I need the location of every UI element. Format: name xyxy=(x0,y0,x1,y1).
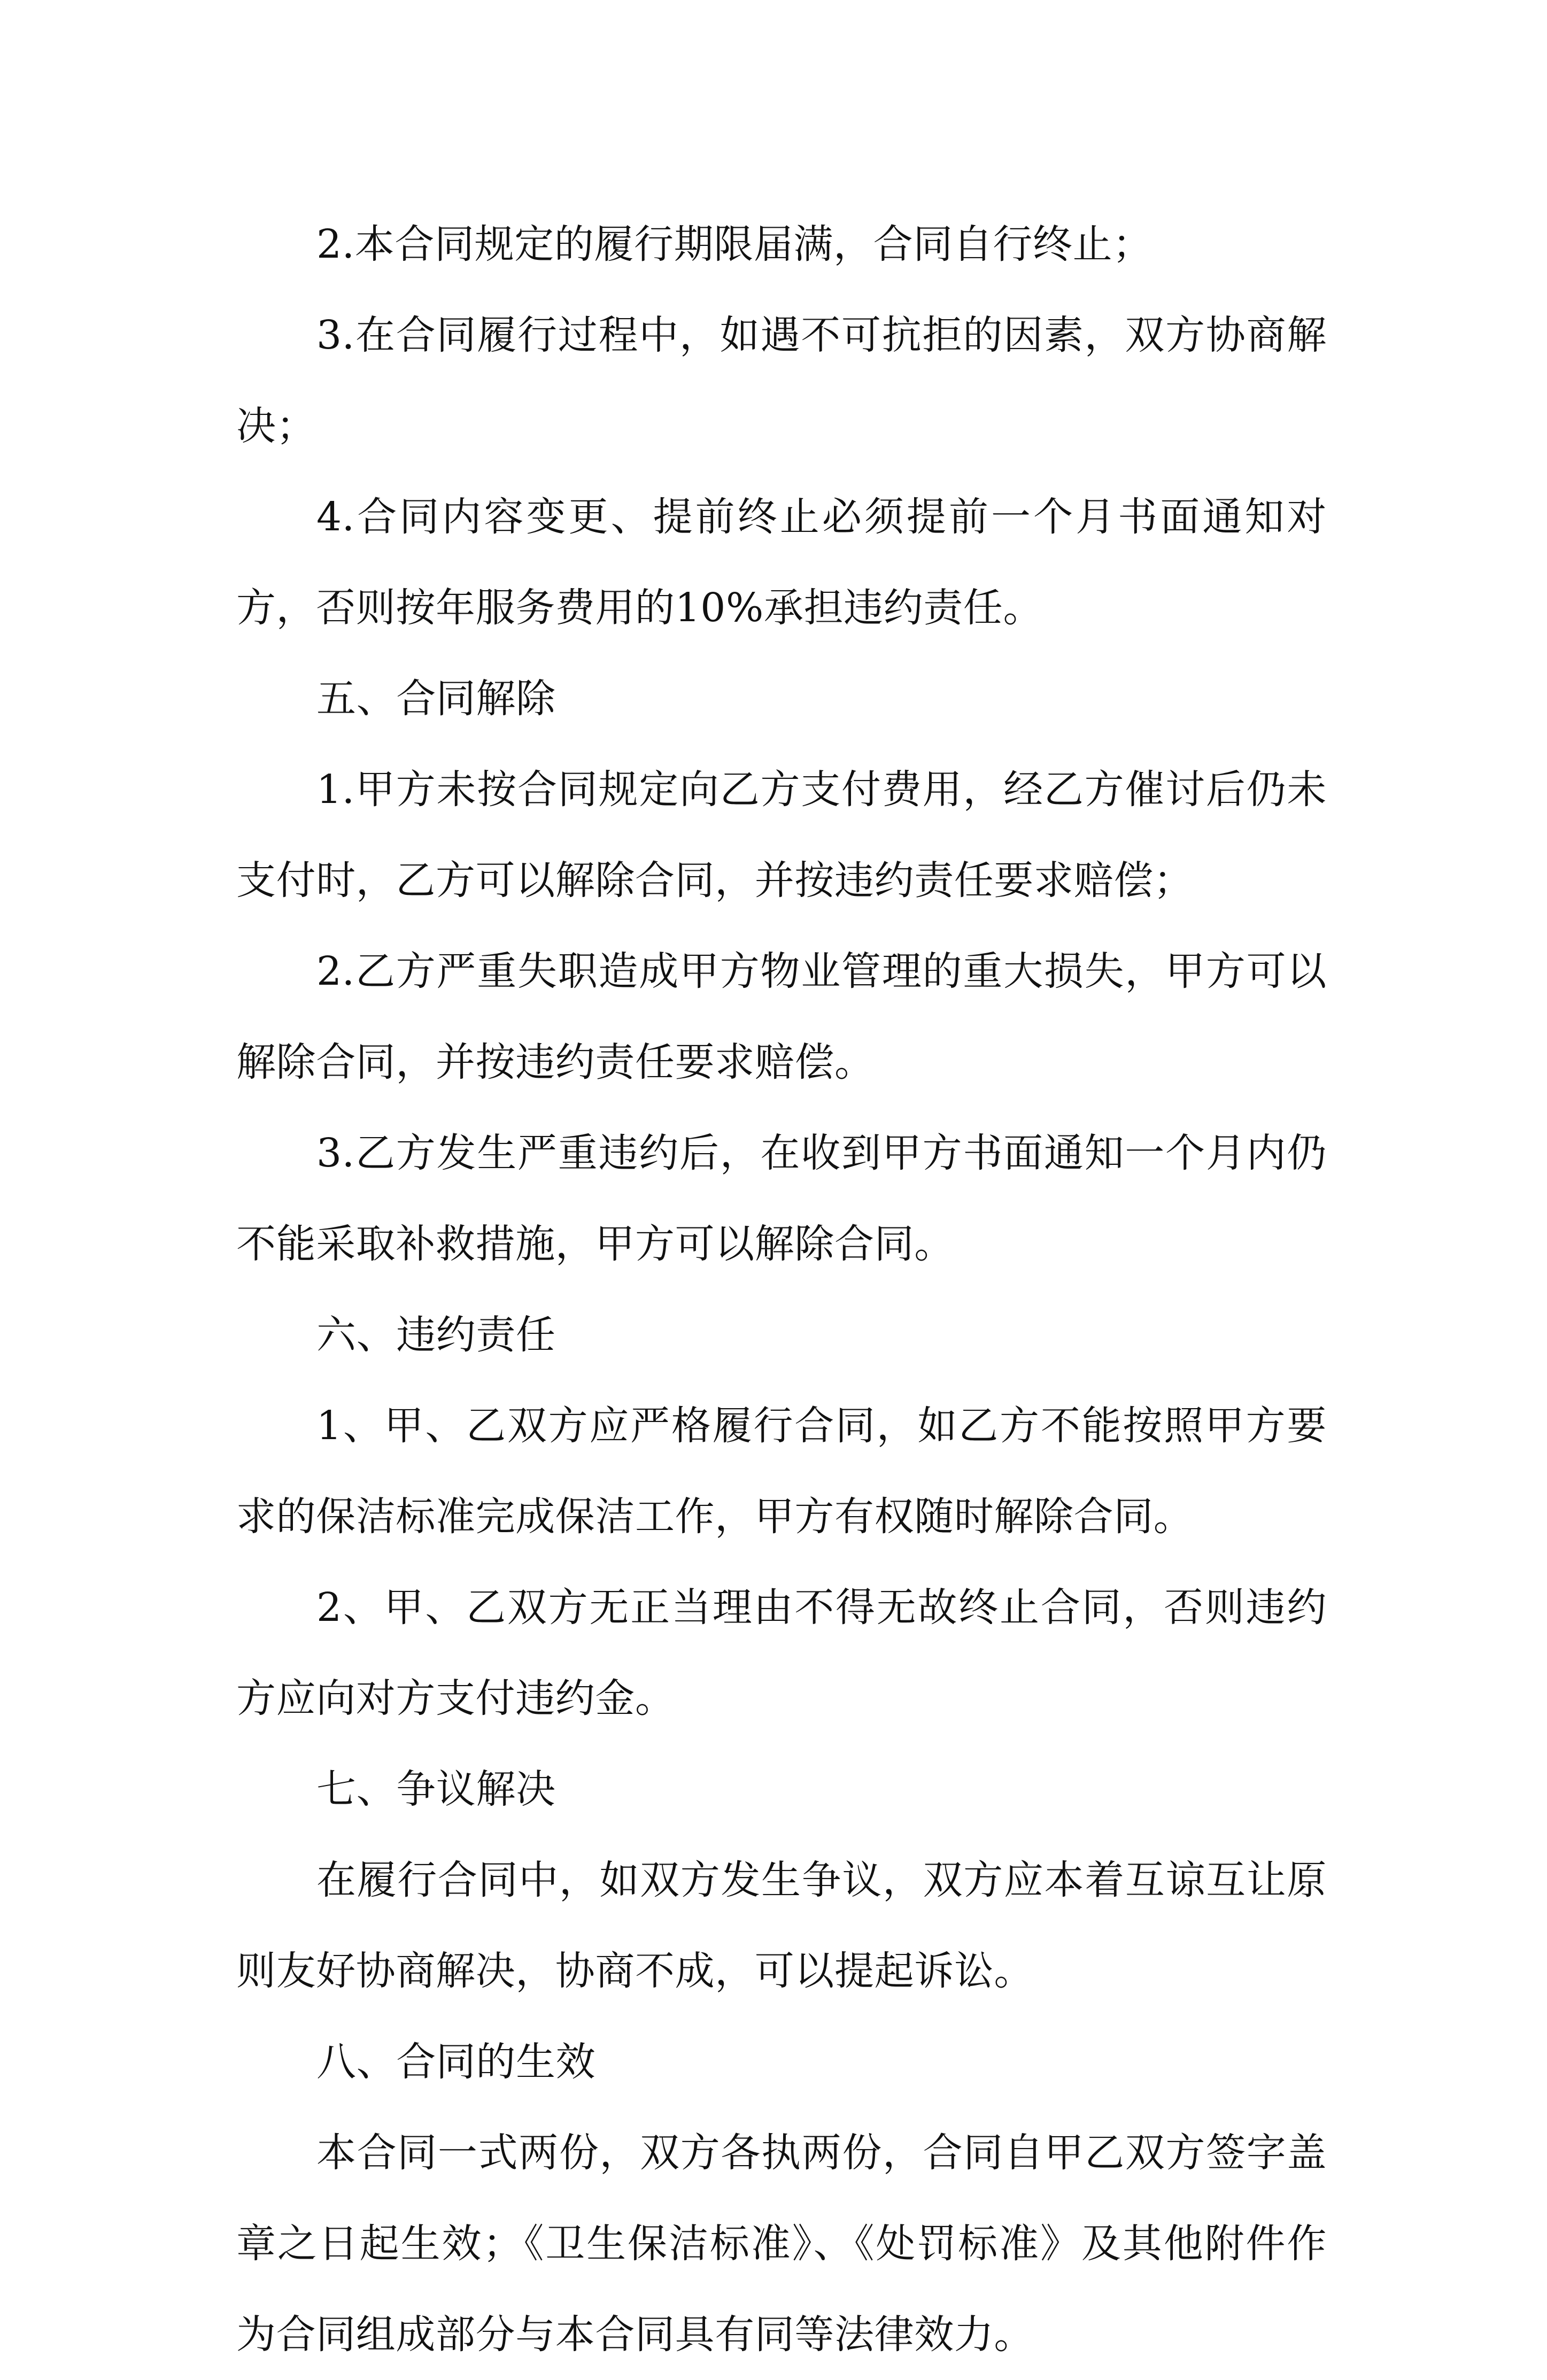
document-body xyxy=(236,199,1327,2380)
section-heading-effect: 八、合同的生效 xyxy=(316,2039,596,2085)
section-heading-liability: 六、违约责任 xyxy=(316,1312,556,1358)
paragraph-dispute: 在履行合同中，如双方发生争议，双方应本着互谅互让原则友好协商解决，协商不成，可以提起诉讼。 xyxy=(236,1857,1327,1994)
paragraph-force-majeure: 3.在合同履行过程中，如遇不可抗拒的因素，双方协商解决； xyxy=(236,312,1327,449)
paragraph-termination-2: 2.乙方严重失职造成甲方物业管理的重大损失，甲方可以解除合同，并按违约责任要求赔偿。 xyxy=(236,948,1327,1085)
paragraph-term-expiry: 2.本合同规定的履行期限届满，合同自行终止； xyxy=(316,221,1152,267)
section-heading-dispute: 七、争议解决 xyxy=(316,1766,556,1812)
paragraph-effect: 本合同一式两份，双方各执两份，合同自甲乙双方签字盖章之日起生效；《卫生保洁标准》、《处罚标准》及其他附件作为合同组成部分与本合同具有同等法律效力。 xyxy=(236,2130,1327,2358)
paragraph-change-notice: 4.合同内容变更、提前终止必须提前一个月书面通知对方，否则按年服务费用的10%承担违约责任。 xyxy=(236,494,1327,631)
section-heading-termination: 五、合同解除 xyxy=(316,676,556,722)
paragraph-termination-1: 1.甲方未按合同规定向乙方支付费用，经乙方催讨后仍未支付时，乙方可以解除合同，并按违约责任要求赔偿； xyxy=(236,767,1327,903)
paragraph-liability-2: 2、甲、乙双方无正当理由不得无故终止合同，否则违约方应向对方支付违约金。 xyxy=(236,1585,1327,1721)
paragraph-termination-3: 3.乙方发生严重违约后，在收到甲方书面通知一个月内仍不能采取补救措施，甲方可以解除合同。 xyxy=(236,1130,1327,1267)
paragraph-liability-1: 1、甲、乙双方应严格履行合同，如乙方不能按照甲方要求的保洁标准完成保洁工作，甲方有权随时解除合同。 xyxy=(236,1403,1327,1540)
